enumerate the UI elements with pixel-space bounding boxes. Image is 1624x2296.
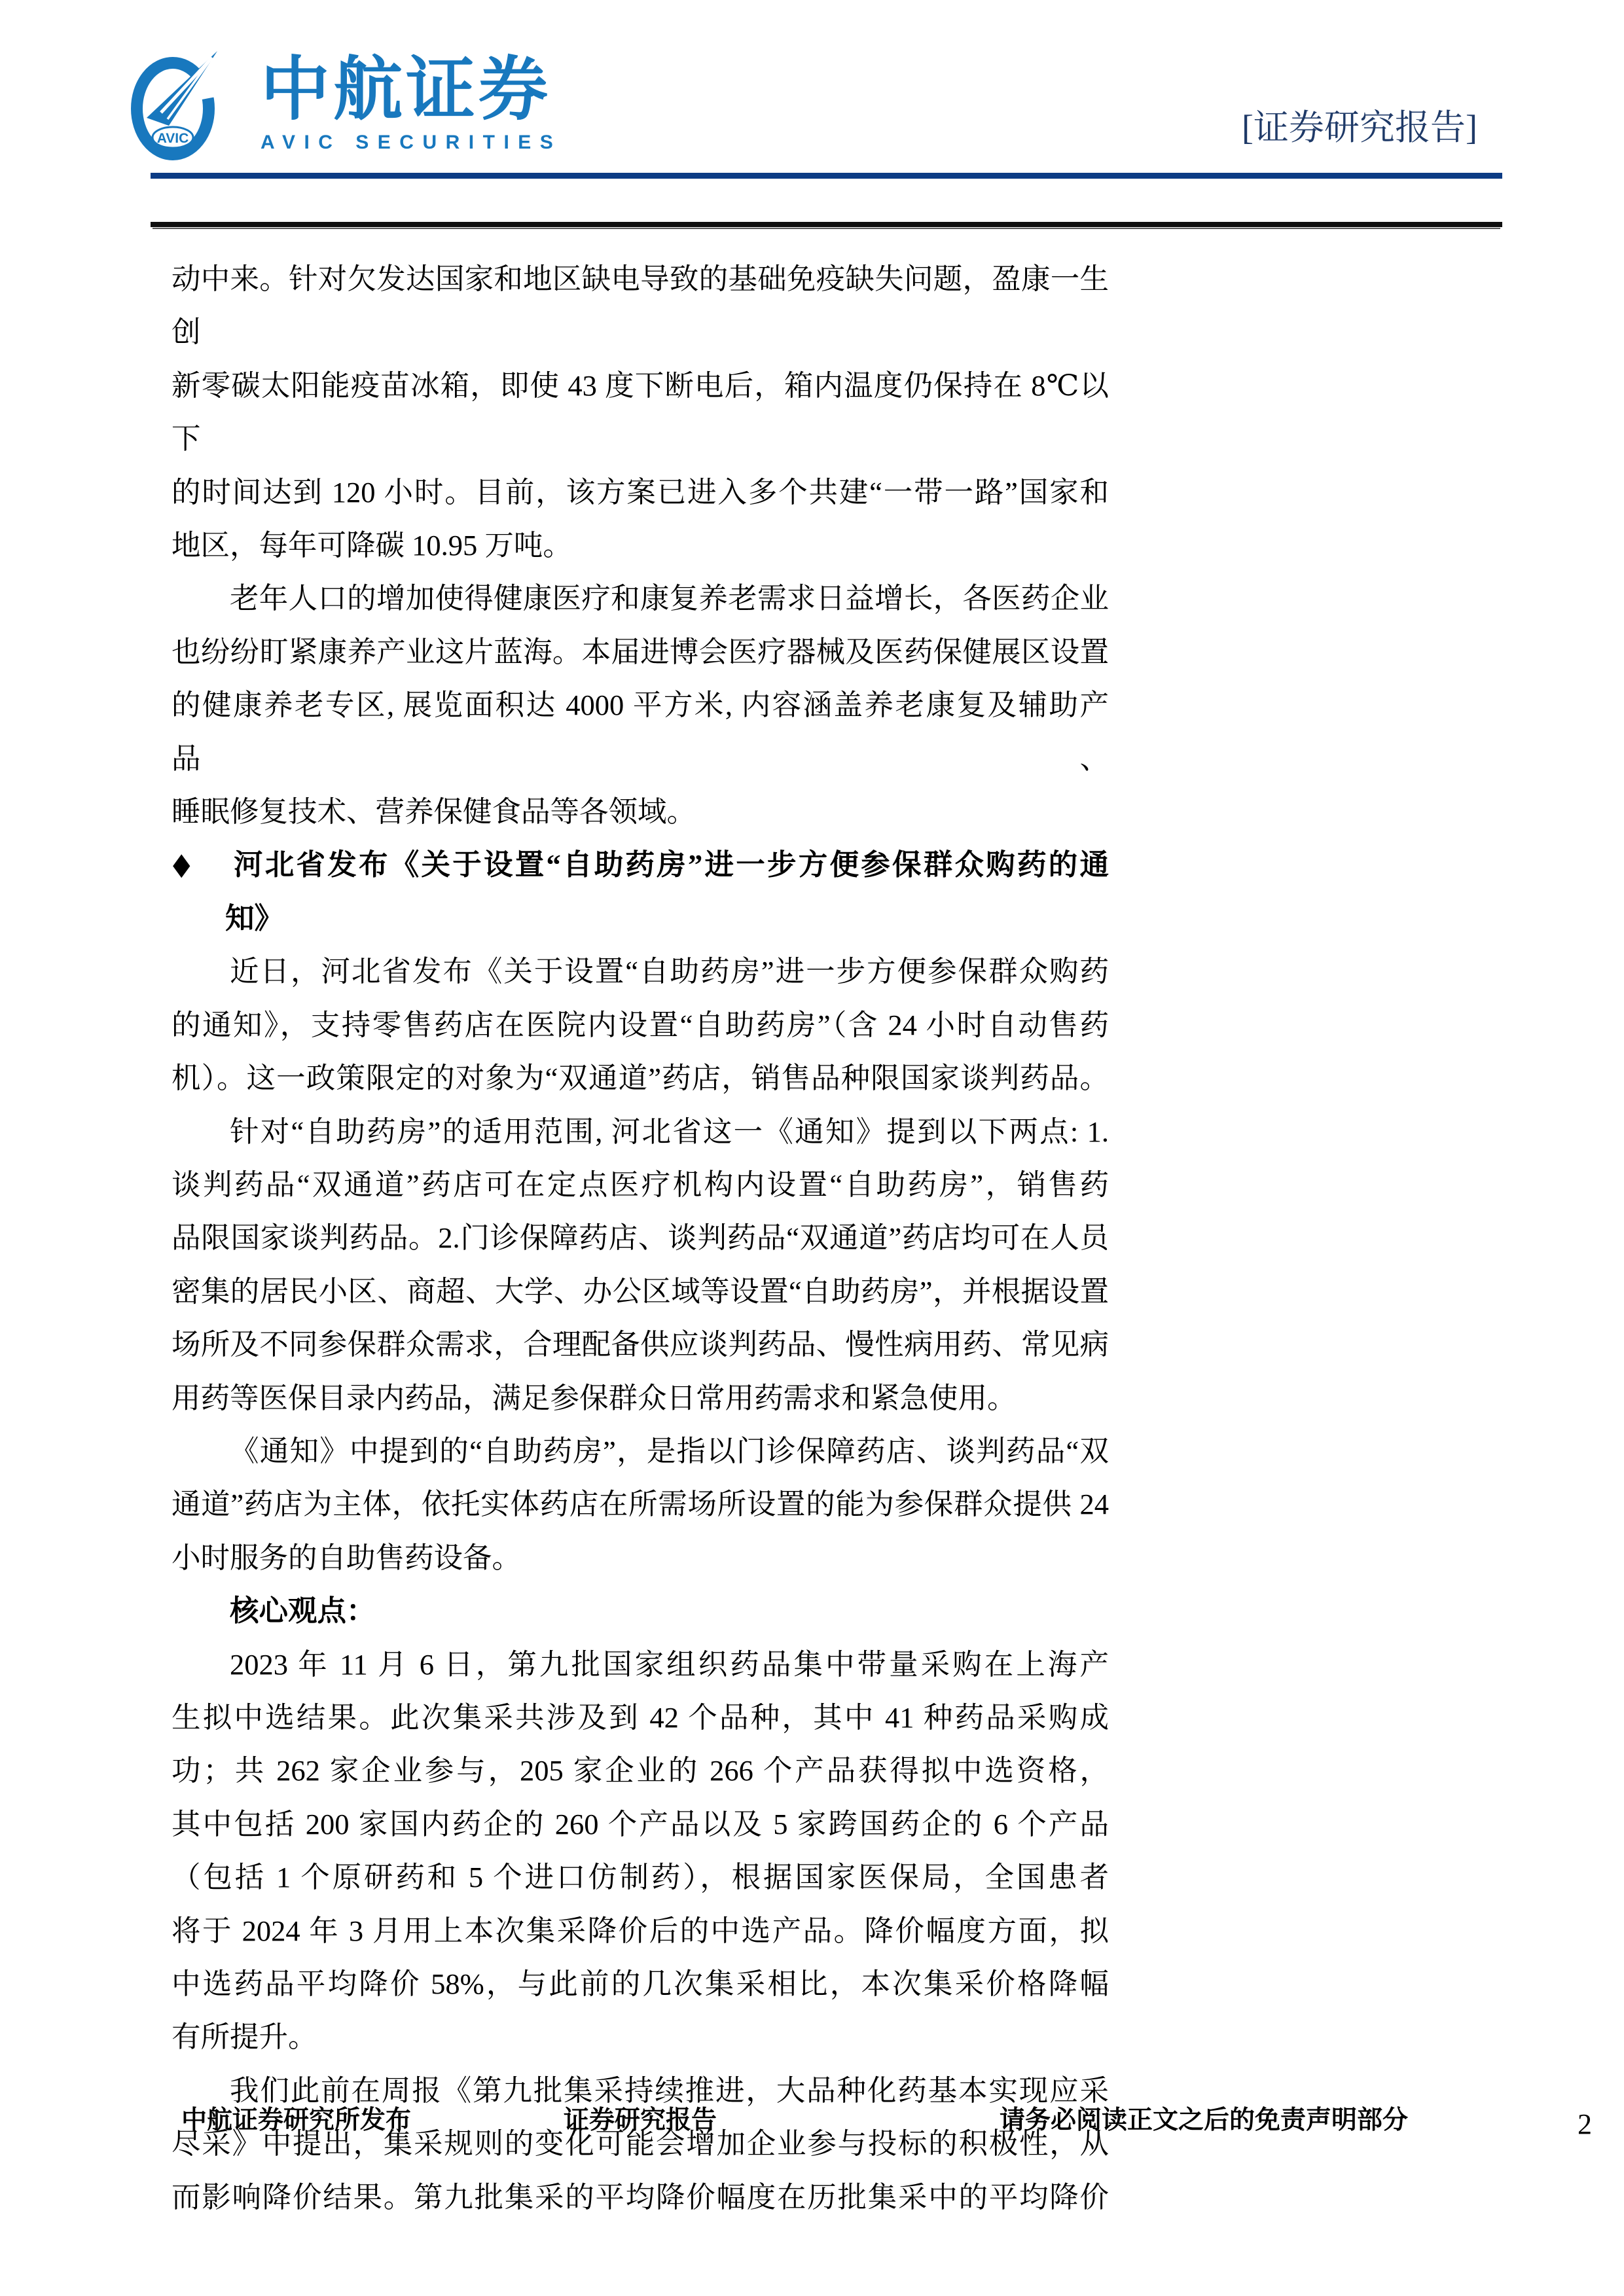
- svg-text:AVIC: AVIC: [156, 131, 189, 146]
- header-rule-blue: [151, 173, 1502, 179]
- body-line: [171, 1265, 1109, 1318]
- body-line-text: 中选药品平均降价 58%，与此前的几次集采相比，本次集采价格降幅: [171, 1967, 1109, 2000]
- body-line: [171, 1052, 1109, 1105]
- body-line: [171, 1798, 1109, 1851]
- body-line: [171, 1318, 1109, 1371]
- body-line-text: 针对“自助药房”的适用范围, 河北省这一《通知》提到以下两点: 1.: [230, 1115, 1109, 1148]
- body-line-text: 其中包括 200 家国内药企的 260 个产品以及 5 家跨国药企的 6 个产品: [171, 1807, 1109, 1840]
- brand-logo: [130, 47, 562, 168]
- body-line: [171, 1691, 1109, 1744]
- body-line-text: 密集的居民小区、商超、大学、办公区域等设置“自助药房”，并根据设置: [171, 1274, 1109, 1308]
- body-text: [171, 253, 1109, 2224]
- body-line-text: 的健康养老专区, 展览面积达 4000 平方米, 内容涵盖养老康复及辅助产品、: [171, 689, 1109, 775]
- body-line: [171, 1851, 1109, 1904]
- body-line: [171, 626, 1109, 679]
- brand-text: [261, 51, 562, 154]
- body-line: [171, 359, 1109, 466]
- page-number: 2: [1578, 2108, 1592, 2140]
- body-line: [171, 1744, 1109, 1797]
- footer-publisher: 中航证券研究所发布: [181, 2106, 412, 2134]
- body-line: [171, 1585, 1109, 1638]
- body-line-text: 我们此前在周报《第九批集采持续推进，大品种化药基本实现应采: [230, 2073, 1109, 2107]
- diamond-bullet-icon: ◆: [173, 848, 190, 882]
- body-line: [171, 679, 1109, 785]
- body-line-text: 也纷纷盯紧康养产业这片蓝海。本届进博会医疗器械及医药保健展区设置: [171, 635, 1109, 668]
- body-line-text: 《通知》中提到的“自助药房”，是指以门诊保障药店、谈判药品“双: [230, 1434, 1109, 1467]
- body-line-text: 品限国家谈判药品。2.门诊保障药店、谈判药品“双通道”药店均可在人员: [171, 1221, 1109, 1255]
- body-line-text: 老年人口的增加使得健康医疗和康复养老需求日益增长，各医药企业: [230, 582, 1109, 615]
- body-line-text: 尽采》中提出，集采规则的变化可能会增加企业参与投标的积极性，从: [171, 2127, 1109, 2161]
- body-line-text: 用药等医保目录内药品，满足参保群众日常用药需求和紧急使用。: [171, 1381, 1017, 1414]
- body-line: [171, 1105, 1109, 1158]
- body-line-text: 核心观点：: [230, 1594, 376, 1628]
- body-line-text: 生拟中选结果。此次集采共涉及到 42 个品种，其中 41 种药品采购成: [171, 1700, 1109, 1734]
- avic-emblem-icon: [130, 47, 223, 168]
- body-line-text: 将于 2024 年 3 月用上本次集采降价后的中选产品。降价幅度方面，拟: [171, 1914, 1109, 1947]
- body-line: [171, 999, 1109, 1052]
- body-line: [171, 1372, 1109, 1425]
- body-line-text: 有所提升。: [171, 2020, 317, 2054]
- body-line: [171, 1905, 1109, 1958]
- body-line: [171, 253, 1109, 359]
- body-line: [171, 2011, 1109, 2064]
- report-tag: [证券研究报告]: [1242, 108, 1477, 147]
- body-line-text: 谈判药品“双通道”药店可在定点医疗机构内设置“自助药房”，销售药: [171, 1168, 1109, 1201]
- body-line-text: 2023 年 11 月 6 日，第九批国家组织药品集中带量采购在上海产: [230, 1647, 1109, 1681]
- body-line-text: 功；共 262 家企业参与，205 家企业的 266 个产品获得拟中选资格，: [171, 1754, 1109, 1787]
- footer-report-type: 证券研究报告: [564, 2106, 717, 2134]
- body-line-text: 河北省发布《关于设置“自助药房”进一步方便参保群众购药的通: [234, 848, 1109, 882]
- body-line: [171, 1425, 1109, 1478]
- section-heading-line: [171, 838, 1109, 891]
- body-line: [171, 2171, 1109, 2224]
- body-line: [171, 785, 1109, 838]
- body-line-text: 知》: [225, 901, 284, 935]
- body-line: [171, 1158, 1109, 1211]
- body-line-text: 的通知》，支持零售药店在医院内设置“自助药房”（含 24 小时自动售药: [171, 1008, 1109, 1041]
- body-line: [171, 1958, 1109, 2011]
- brand-name-en: AVIC SECURITIES: [261, 132, 562, 154]
- body-line-text: 小时服务的自助售药设备。: [171, 1541, 522, 1574]
- body-line: [171, 945, 1109, 998]
- body-line-text: 新零碳太阳能疫苗冰箱，即使 43 度下断电后，箱内温度仍保持在 8℃以下: [171, 368, 1109, 456]
- body-line: [171, 572, 1109, 625]
- body-line-text: （包括 1 个原研药和 5 个进口仿制药），根据国家医保局，全国患者: [171, 1861, 1109, 1894]
- body-line-text: 机）。这一政策限定的对象为“双通道”药店，销售品种限国家谈判药品。: [171, 1062, 1109, 1095]
- body-line: [171, 466, 1109, 519]
- body-line: [171, 1638, 1109, 1691]
- body-line: [171, 1478, 1109, 1531]
- body-line-text: 的时间达到 120 小时。目前，该方案已进入多个共建“一带一路”国家和: [171, 475, 1109, 509]
- brand-name-cn: 中航证券: [261, 51, 551, 128]
- header-rule-black: [151, 222, 1502, 227]
- body-line: [171, 519, 1109, 572]
- body-line: [171, 1211, 1109, 1265]
- footer-disclaimer: 请务必阅读正文之后的免责声明部分: [1000, 2106, 1409, 2134]
- body-line-text: 睡眠修复技术、营养保健食品等各领域。: [171, 795, 696, 829]
- body-line-text: 地区，每年可降碳 10.95 万吨。: [171, 529, 572, 562]
- body-line-text: 动中来。针对欠发达国家和地区缺电导致的基础免疫缺失问题，盈康一生创: [171, 262, 1109, 349]
- body-line-text: 场所及不同参保群众需求，合理配备供应谈判药品、慢性病用药、常见病: [171, 1328, 1109, 1361]
- body-line-text: 通道”药店为主体，依托实体药店在所需场所设置的能为参保群众提供 24: [171, 1488, 1109, 1521]
- body-line-text: 近日，河北省发布《关于设置“自助药房”进一步方便参保群众购药: [230, 955, 1109, 988]
- body-line: [171, 892, 1109, 945]
- body-line-text: 而影响降价结果。第九批集采的平均降价幅度在历批集采中的平均降价: [171, 2180, 1109, 2214]
- body-line: [171, 1532, 1109, 1585]
